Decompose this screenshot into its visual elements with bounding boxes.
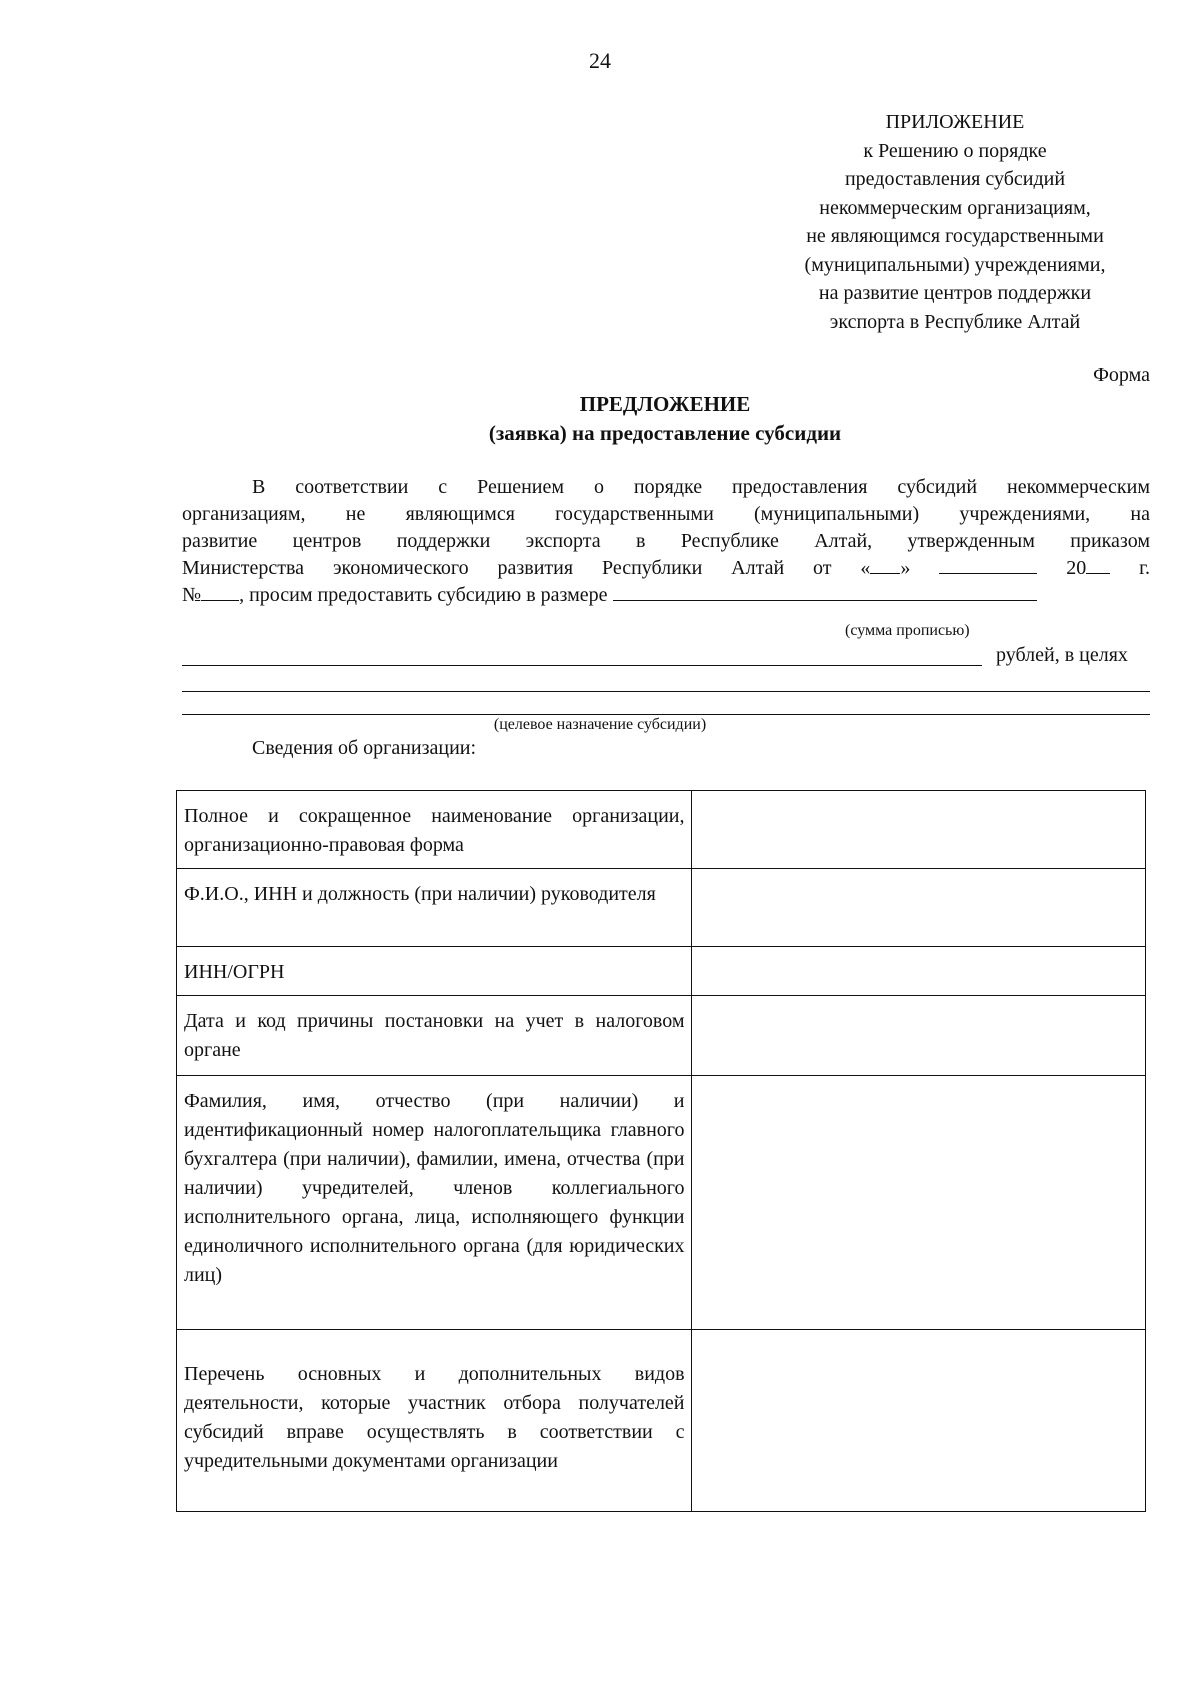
title-main: ПРЕДЛОЖЕНИЕ	[579, 392, 751, 416]
purpose-hint: (целевое назначение субсидии)	[493, 716, 707, 733]
table-row	[177, 1076, 1146, 1330]
intro-paragraph	[182, 474, 1150, 609]
order-number-blank[interactable]	[201, 582, 239, 601]
rubles-purpose-text: рублей, в целях	[996, 644, 1128, 666]
title-subtitle: (заявка) на предоставление субсидии	[488, 421, 842, 445]
row-value[interactable]	[691, 947, 1145, 996]
form-label: Форма	[1093, 364, 1150, 386]
year-blank[interactable]	[1086, 555, 1110, 574]
document-title	[0, 390, 1200, 448]
appendix-line: (муниципальными) учреждениями,	[804, 253, 1106, 276]
appendix-line: предоставления субсидий	[844, 168, 1066, 190]
table-row	[177, 869, 1146, 947]
intro-line: организациям, не являющимся государственными (муниципальными) учреждениями, на	[182, 503, 1150, 525]
appendix-line: некоммерческим организациям,	[819, 196, 1091, 219]
organization-info-table	[176, 790, 1146, 1512]
month-blank[interactable]	[939, 555, 1037, 574]
row-value[interactable]	[691, 869, 1145, 947]
row-label: Полное и сокращенное наименование организации, организационно-правовая форма	[177, 791, 692, 869]
appendix-line: ПРИЛОЖЕНИЕ	[885, 111, 1025, 133]
intro-line-date	[182, 555, 1150, 582]
row-label: Перечень основных и дополнительных видов деятельности, которые участник отбора получателей субсидий вправе осуществлять в соответствии с учредительными документами организации	[177, 1330, 692, 1512]
appendix-line: не являющимся государственными	[806, 225, 1104, 247]
row-label: Ф.И.О., ИНН и должность (при наличии) руководителя	[177, 869, 692, 947]
purpose-line[interactable]	[182, 714, 1150, 715]
row-label: ИНН/ОГРН	[177, 947, 692, 996]
appendix-line: к Решению о порядке	[863, 139, 1047, 162]
row-label: Фамилия, имя, отчество (при наличии) и идентификационный номер налогоплательщика главного бухгалтера (при наличии), фамилии, имена, отчества (при наличии) учредителей, членов коллегиального исполнительного органа, лица, исполняющего функции единоличного исполнительного органа (для юридических лиц)	[177, 1076, 692, 1330]
quote-close: »	[900, 557, 911, 579]
intro-line-number	[182, 582, 1150, 609]
table-row	[177, 1330, 1146, 1512]
sum-hint: (сумма прописью)	[845, 622, 970, 639]
row-value[interactable]	[691, 1330, 1145, 1512]
intro-line-text: , просим предоставить субсидию в размере	[239, 584, 608, 606]
page-number: 24	[589, 48, 611, 73]
table-row	[177, 947, 1146, 996]
year-suffix: г.	[1139, 557, 1151, 579]
purpose-line[interactable]	[182, 691, 1150, 692]
appendix-header	[760, 108, 1150, 336]
year-prefix: 20	[1066, 557, 1087, 579]
table-row	[177, 791, 1146, 869]
intro-line: В соответствии с Решением о порядке предоставления субсидий некоммерческим	[252, 476, 1150, 498]
appendix-line: на развитие центров поддержки	[818, 282, 1092, 304]
intro-line: развитие центров поддержки экспорта в Республике Алтай, утвержденным приказом	[182, 530, 1150, 552]
row-label: Дата и код причины постановки на учет в налоговом органе	[177, 996, 692, 1076]
appendix-line: экспорта в Республике Алтай	[829, 310, 1081, 333]
row-value[interactable]	[691, 791, 1145, 869]
org-info-label: Сведения об организации:	[252, 737, 477, 759]
table-row	[177, 996, 1146, 1076]
row-value[interactable]	[691, 996, 1145, 1076]
day-blank[interactable]	[870, 555, 900, 574]
amount-blank[interactable]	[613, 582, 1037, 601]
number-sign: №	[182, 584, 202, 606]
amount-words-line[interactable]	[182, 665, 982, 666]
row-value[interactable]	[691, 1076, 1145, 1330]
intro-line-text: Министерства экономического развития Республики Алтай от «	[182, 557, 871, 579]
